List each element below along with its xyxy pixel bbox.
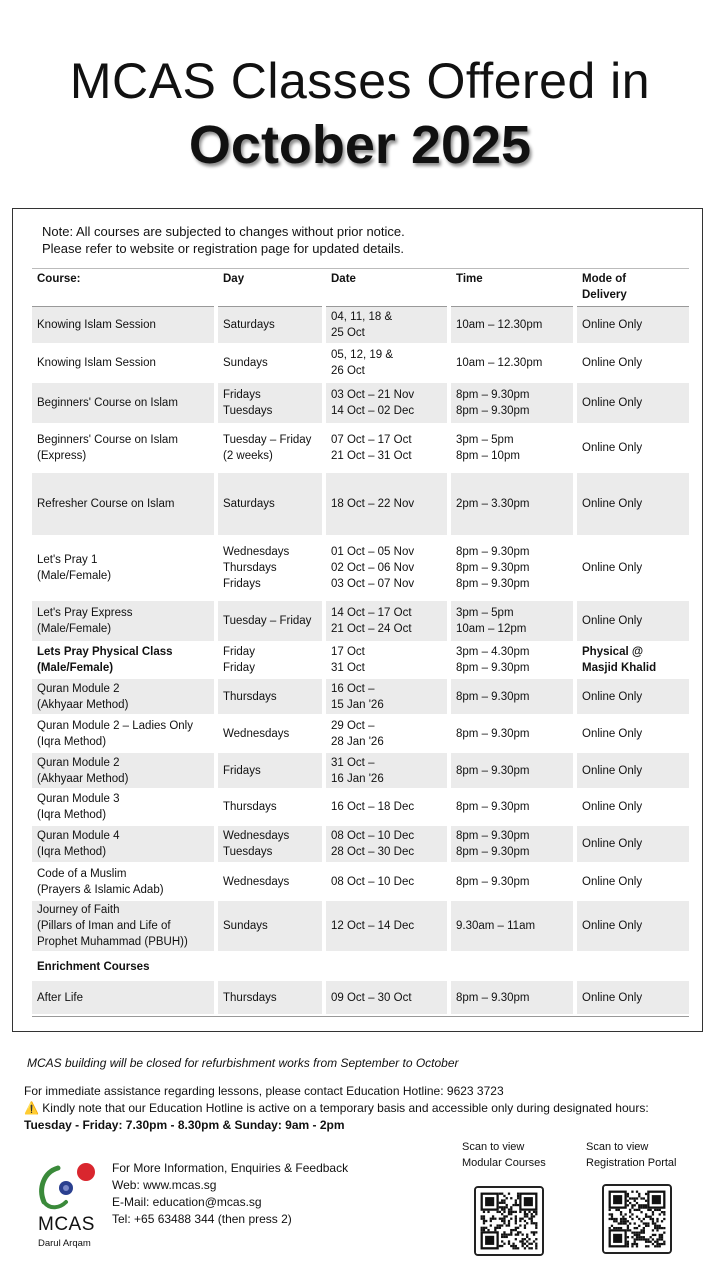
table-cell: 01 Oct – 05 Nov 02 Oct – 06 Nov 03 Oct – 07 Nov <box>326 537 447 601</box>
table-cell: Online Only <box>577 679 689 716</box>
table-cell: Date <box>326 269 447 307</box>
contact-email[interactable]: E-Mail: education@mcas.sg <box>112 1195 262 1209</box>
table-cell: Lets Pray Physical Class (Male/Female) <box>32 643 214 679</box>
table-cell: Thursdays <box>218 790 322 826</box>
hotline-text: For immediate assistance regarding lessons, please contact Education Hotline: 9623 3723 <box>24 1084 504 1098</box>
table-cell: Knowing Islam Session <box>32 307 214 345</box>
table-cell: Online Only <box>577 826 689 864</box>
table-cell: Quran Module 2 (Akhyaar Method) <box>32 679 214 716</box>
table-cell: 8pm – 9.30pm <box>451 981 573 1016</box>
table-cell: Online Only <box>577 790 689 826</box>
table-cell: 12 Oct – 14 Dec <box>326 901 447 953</box>
table-cell: 10am – 12.30pm <box>451 307 573 345</box>
table-cell: Wednesdays Tuesdays <box>218 826 322 864</box>
table-cell: 08 Oct – 10 Dec <box>326 864 447 901</box>
table-row <box>32 679 689 716</box>
page-title-line1: MCAS Classes Offered in <box>69 53 651 109</box>
table-cell: 14 Oct – 17 Oct 21 Oct – 24 Oct <box>326 601 447 643</box>
contact-heading: For More Information, Enquiries & Feedback <box>112 1161 349 1175</box>
table-cell: Day <box>218 269 322 307</box>
table-cell: Thursdays <box>218 679 322 716</box>
table-cell: Online Only <box>577 425 689 473</box>
contact-tel: Tel: +65 63488 344 (then press 2) <box>112 1212 292 1226</box>
contact-info <box>112 1160 348 1228</box>
closure-notice: MCAS building will be closed for refurbishment works from September to October <box>27 1056 459 1070</box>
table-cell: Beginners' Course on Islam (Express) <box>32 425 214 473</box>
table-cell: 09 Oct – 30 Oct <box>326 981 447 1016</box>
table-cell: 2pm – 3.30pm <box>451 473 573 537</box>
table-cell: Time <box>451 269 573 307</box>
qr-modular-label: Scan to view Modular Courses <box>462 1141 546 1169</box>
table-row <box>32 307 689 345</box>
table-cell: Online Only <box>577 981 689 1016</box>
table-cell: Online Only <box>577 473 689 537</box>
table-cell: Tuesday – Friday <box>218 601 322 643</box>
table-cell: 8pm – 9.30pm <box>451 864 573 901</box>
table-cell: Quran Module 2 – Ladies Only (Iqra Method) <box>32 716 214 753</box>
table-cell: 8pm – 9.30pm <box>451 790 573 826</box>
table-cell: 08 Oct – 10 Dec 28 Oct – 30 Dec <box>326 826 447 864</box>
table-cell: 9.30am – 11am <box>451 901 573 953</box>
table-row <box>32 864 689 901</box>
table-cell: Tuesday – Friday (2 weeks) <box>218 425 322 473</box>
table-cell: 07 Oct – 17 Oct 21 Oct – 31 Oct <box>326 425 447 473</box>
table-row <box>32 790 689 826</box>
table-cell: Sundays <box>218 345 322 383</box>
table-cell: Wednesdays <box>218 716 322 753</box>
table-cell: Journey of Faith (Pillars of Iman and Life of Prophet Muhammad (PBUH)) <box>32 901 214 953</box>
table-cell: Online Only <box>577 753 689 790</box>
table-cell: 8pm – 9.30pm 8pm – 9.30pm <box>451 383 573 425</box>
table-row <box>32 473 689 537</box>
table-cell: 04, 11, 18 & 25 Oct <box>326 307 447 345</box>
table-cell: 8pm – 9.30pm <box>451 753 573 790</box>
qr-code-modular-icon[interactable] <box>474 1186 544 1256</box>
qr-registration-label: Scan to view Registration Portal <box>586 1141 677 1169</box>
table-cell: 16 Oct – 18 Dec <box>326 790 447 826</box>
table-cell: Quran Module 2 (Akhyaar Method) <box>32 753 214 790</box>
enrichment-section-label: Enrichment Courses <box>37 961 150 973</box>
table-cell: 8pm – 9.30pm <box>451 716 573 753</box>
logo-text: MCAS <box>38 1214 95 1235</box>
logo-subtext: Darul Arqam <box>38 1238 91 1249</box>
table-row <box>32 981 689 1017</box>
note-line1: Note: All courses are subjected to changes without prior notice. <box>42 224 405 239</box>
table-cell: 8pm – 9.30pm 8pm – 9.30pm <box>451 826 573 864</box>
table-cell: Online Only <box>577 601 689 643</box>
table-cell: Sundays <box>218 901 322 953</box>
table-cell: Online Only <box>577 864 689 901</box>
warning-text: Kindly note that our Education Hotline is active on a temporary basis and accessible only during designated hours: <box>42 1101 649 1115</box>
table-cell: Physical @ Masjid Khalid <box>577 643 689 679</box>
table-row <box>32 425 689 473</box>
table-cell: 10am – 12.30pm <box>451 345 573 383</box>
table-cell: 05, 12, 19 & 26 Oct <box>326 345 447 383</box>
table-row <box>32 537 689 601</box>
table-cell: Online Only <box>577 716 689 753</box>
table-row <box>32 345 689 383</box>
table-cell: Saturdays <box>218 307 322 345</box>
table-cell: Quran Module 4 (Iqra Method) <box>32 826 214 864</box>
table-cell: Thursdays <box>218 981 322 1016</box>
table-cell: 3pm – 4.30pm 8pm – 9.30pm <box>451 643 573 679</box>
table-cell: Refresher Course on Islam <box>32 473 214 537</box>
table-row <box>32 383 689 425</box>
table-cell: Fridays Tuesdays <box>218 383 322 425</box>
table-cell: Quran Module 3 (Iqra Method) <box>32 790 214 826</box>
table-cell: Let's Pray 1 (Male/Female) <box>32 537 214 601</box>
note-line2: Please refer to website or registration page for updated details. <box>42 240 405 256</box>
table-cell: Mode of Delivery <box>577 269 689 307</box>
table-cell: Saturdays <box>218 473 322 537</box>
hotline-info <box>24 1083 714 1134</box>
table-cell: 18 Oct – 22 Nov <box>326 473 447 537</box>
table-cell: 3pm – 5pm 10am – 12pm <box>451 601 573 643</box>
table-cell: Course: <box>32 269 214 307</box>
table-cell: 3pm – 5pm 8pm – 10pm <box>451 425 573 473</box>
hotline-hours: Tuesday - Friday: 7.30pm - 8.30pm & Sunday: 9am - 2pm <box>24 1118 345 1132</box>
table-row <box>32 601 689 643</box>
table-row <box>32 753 689 790</box>
table-cell: Online Only <box>577 383 689 425</box>
contact-web[interactable]: Web: www.mcas.sg <box>112 1178 217 1192</box>
table-row <box>32 716 689 753</box>
table-cell: Code of a Muslim (Prayers & Islamic Adab) <box>32 864 214 901</box>
table-cell: Fridays <box>218 753 322 790</box>
warning-icon: ⚠️ <box>24 1101 39 1115</box>
table-header-row <box>32 269 689 307</box>
table-cell: Beginners' Course on Islam <box>32 383 214 425</box>
table-cell: 8pm – 9.30pm <box>451 679 573 716</box>
table-cell: Let's Pray Express (Male/Female) <box>32 601 214 643</box>
table-cell: 03 Oct – 21 Nov 14 Oct – 02 Dec <box>326 383 447 425</box>
page-title-line2: October 2025 <box>188 115 532 175</box>
qr-code-registration-icon[interactable] <box>602 1184 672 1254</box>
table-cell: Wednesdays <box>218 864 322 901</box>
table-cell: Online Only <box>577 537 689 601</box>
table-cell: Wednesdays Thursdays Fridays <box>218 537 322 601</box>
table-cell: 29 Oct – 28 Jan '26 <box>326 716 447 753</box>
table-cell: Online Only <box>577 901 689 953</box>
disclaimer-note <box>42 224 405 257</box>
table-cell: 31 Oct – 16 Jan '26 <box>326 753 447 790</box>
table-cell: 16 Oct – 15 Jan '26 <box>326 679 447 716</box>
table-cell: Friday Friday <box>218 643 322 679</box>
warning-line <box>24 1100 714 1117</box>
table-cell: Online Only <box>577 307 689 345</box>
table-row <box>32 901 689 953</box>
table-row <box>32 643 689 679</box>
table-cell: Online Only <box>577 345 689 383</box>
schedule-table <box>32 268 689 1017</box>
table-cell: 8pm – 9.30pm 8pm – 9.30pm 8pm – 9.30pm <box>451 537 573 601</box>
table-cell: Knowing Islam Session <box>32 345 214 383</box>
table-cell: After Life <box>32 981 214 1016</box>
table-cell: 17 Oct 31 Oct <box>326 643 447 679</box>
table-row <box>32 826 689 864</box>
